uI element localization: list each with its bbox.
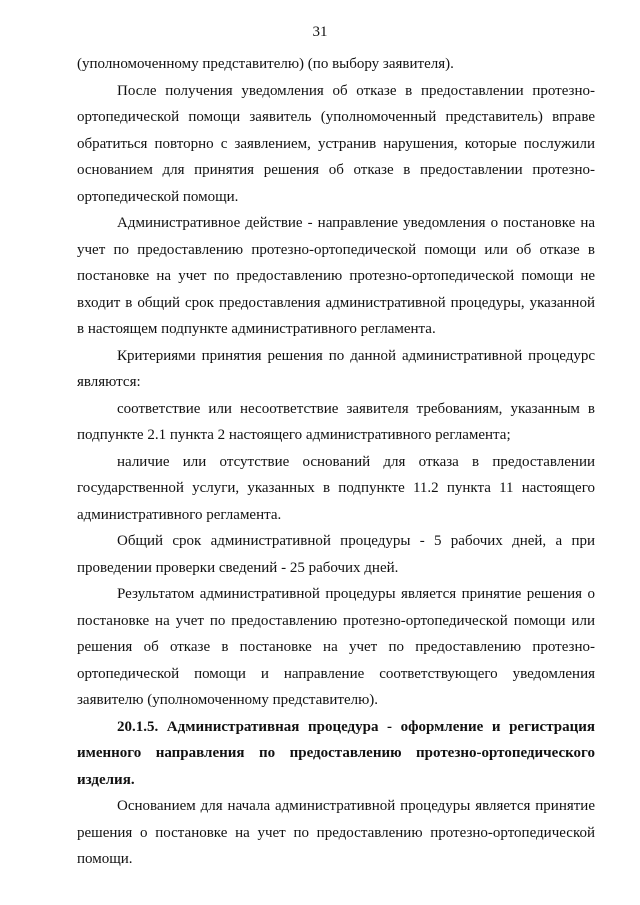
- paragraph-admin-action: Административное действие - направление уведомления о постановке на учет по предоставлению протезно-ортопедической помощи или об отказе в постановке на учет по предоставлению протезно-ортопедической помощи не входит в общий срок предоставления административной процедуры, указанной в настоящем подпункте административного регламента.: [77, 215, 595, 337]
- paragraph-continuation: (уполномоченному представителю) (по выбору заявителя).: [77, 56, 454, 72]
- page-number: 31: [312, 24, 328, 40]
- paragraph-criterion-1: соответствие или несоответствие заявителя требованиям, указанным в подпункте 2.1 пункта 2 настоящего административного регламента;: [77, 400, 595, 443]
- paragraph-criteria: Критериями принятия решения по данной административной процедурс являются:: [77, 347, 595, 390]
- paragraph-result: Результатом административной процедуры является принятие решения о постановке на учет по предоставлению протезно-ортопедической помощи или решения об отказе в постановке на учет по предоставлению протезно-ортопедической помощи и направление соответствующего уведомления заявителю (уполномоченному представителю).: [77, 586, 595, 708]
- paragraph-criterion-2: наличие или отсутствие оснований для отказа в предоставлении государственной услуги, указанных в подпункте 11.2 пункта 11 настоящего административного регламента.: [77, 453, 595, 523]
- paragraph-reapply: После получения уведомления об отказе в предоставлении протезно-ортопедической помощи заявитель (уполномоченный представитель) вправе обратиться повторно с заявлением, устранив нарушения, которые послужили основанием для принятия решения об отказе в предоставлении протезно-ортопедической помощи.: [77, 82, 595, 205]
- section-heading: 20.1.5. Административная процедура - оформление и регистрация именного направления по предоставлению протезно-ортопедического изделия.: [77, 718, 595, 788]
- paragraph-basis: Основанием для начала административной процедуры является принятие решения о постановке на учет по предоставлению протезно-ортопедической помощи.: [77, 798, 595, 867]
- document-body: [77, 51, 595, 873]
- paragraph-term: Общий срок административной процедуры - 5 рабочих дней, а при проведении проверки сведений - 25 рабочих дней.: [77, 533, 595, 576]
